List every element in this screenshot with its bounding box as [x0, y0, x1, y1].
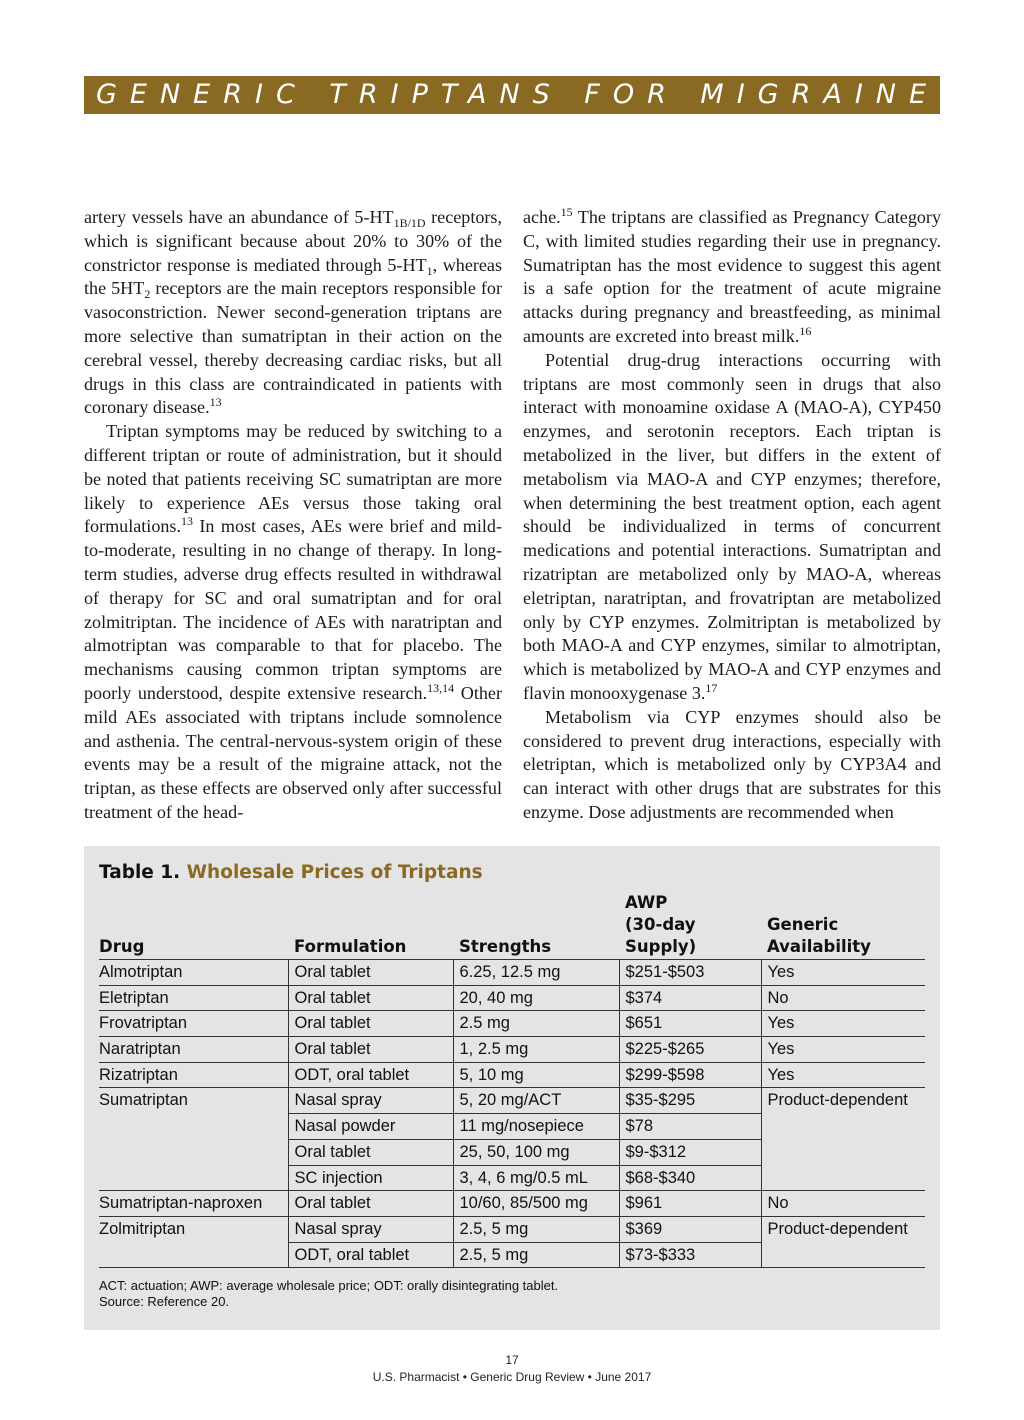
page-number: 17 [505, 1353, 519, 1367]
header-line: Generic [767, 915, 839, 934]
cell-drug: Almotriptan [99, 960, 288, 986]
cell-awp: $299-$598 [619, 1062, 761, 1088]
cell-formulation: Oral tablet [288, 1011, 453, 1037]
cell-generic: Yes [761, 960, 925, 986]
header-strengths: Strengths [453, 892, 619, 960]
header-line: (30-day [625, 915, 696, 934]
table-row [99, 1139, 925, 1165]
cell-awp: $68-$340 [619, 1165, 761, 1191]
left-column [84, 206, 502, 825]
table-label: Table 1. [99, 862, 181, 883]
cell-awp: $35-$295 [619, 1088, 761, 1114]
cell-formulation: Oral tablet [288, 960, 453, 986]
table-row [99, 1037, 925, 1063]
cell-generic: No [761, 985, 925, 1011]
header-drug: Drug [99, 892, 288, 960]
cell-strengths: 5, 20 mg/ACT [453, 1088, 619, 1114]
text-run: Triptan symptoms may be reduced by switching to a different triptan or route of administration, but it should be noted that patients receiving SC sumatriptan are more likely to experience AEs versus those taking oral formulations. [84, 421, 502, 537]
reference-superscript: 13,14 [427, 680, 455, 695]
cell-formulation: SC injection [288, 1165, 453, 1191]
cell-strengths: 1, 2.5 mg [453, 1037, 619, 1063]
text-run: In most cases, AEs were brief and mild-to-moderate, resulting in no change of therapy. In long-term studies, adverse drug effects resulted in withdrawal of therapy for SC and oral sumatriptan and for oral zolmitriptan. The incidence of AEs with naratriptan and almotriptan was comparable to that for placebo. The mechanisms causing common triptan symptoms are poorly understood, despite extensive research. [84, 516, 502, 703]
cell-strengths: 3, 4, 6 mg/0.5 mL [453, 1165, 619, 1191]
table-caption: Wholesale Prices of Triptans [186, 862, 483, 883]
cell-formulation: Oral tablet [288, 985, 453, 1011]
cell-awp: $374 [619, 985, 761, 1011]
table-title [99, 862, 483, 883]
cell-drug: Eletriptan [99, 985, 288, 1011]
cell-drug [99, 1139, 288, 1165]
cell-drug: Sumatriptan-naproxen [99, 1191, 288, 1217]
cell-generic: Product-dependent [761, 1216, 925, 1242]
text-run: , whereas the 5HT [84, 254, 502, 299]
cell-awp: $9-$312 [619, 1139, 761, 1165]
table-row [99, 960, 925, 986]
cell-generic: Yes [761, 1037, 925, 1063]
subscript: 1B/1D [393, 216, 426, 230]
prices-table [99, 892, 925, 1268]
right-paragraph-2 [523, 349, 941, 706]
header-line: AWP [625, 893, 668, 912]
cell-strengths: 20, 40 mg [453, 985, 619, 1011]
reference-superscript: 17 [705, 680, 718, 695]
cell-generic [761, 1139, 925, 1165]
cell-drug [99, 1114, 288, 1140]
header-formulation: Formulation [288, 892, 453, 960]
section-banner: GENERIC TRIPTANS FOR MIGRAINE [84, 76, 940, 114]
cell-strengths: 2.5 mg [453, 1011, 619, 1037]
text-run: artery vessels have an abundance of 5-HT [84, 207, 394, 227]
cell-formulation: Nasal spray [288, 1088, 453, 1114]
cell-awp: $961 [619, 1191, 761, 1217]
right-paragraph-1 [523, 206, 941, 349]
table-row [99, 1165, 925, 1191]
text-run: Metabolism via CYP enzymes should also be considered to prevent drug interactions, especially with eletriptan, which is metabolized only by CYP3A4 and can interact with other drugs that are substrates for this enzyme. Dose adjustments are recommended when [523, 706, 941, 822]
text-run: Potential drug-drug interactions occurring with triptans are most commonly seen in drugs that also interact with monoamine oxidase A (MAO-A), CYP450 enzymes, and serotonin receptors. Each triptan is metabolized in the liver, but differs in the extent of metabolism via MAO-A and CYP enzymes; therefore, when determining the best treatment option, each agent should be individualized in terms of concurrent medications and potential interactions. Sumatriptan and rizatriptan are metabolized only by MAO-A, whereas eletriptan, naratriptan, and frovatriptan are metabolized only by CYP enzymes. Zolmitriptan is metabolized by both MAO-A and CYP enzymes, similar to almotriptan, which is metabolized by MAO-A and CYP enzymes and flavin monooxygenase 3. [523, 349, 941, 703]
cell-drug [99, 1242, 288, 1268]
text-run: Other mild AEs associated with triptans include somnolence and asthenia. The central-nervous-system origin of these events may be a result of the migraine attack, not the triptan, as these effects are observed only after successful treatment of the head- [84, 682, 502, 822]
reference-superscript: 16 [799, 323, 812, 338]
subscript: 1 [426, 263, 433, 278]
right-paragraph-3 [523, 706, 941, 825]
text-run: ache. [523, 207, 561, 227]
text-run: receptors, which is significant because about 20% to 30% of the constrictor response is mediated through 5-HT [84, 207, 502, 275]
cell-generic [761, 1242, 925, 1268]
table-row [99, 1191, 925, 1217]
reference-superscript: 13 [209, 395, 222, 410]
cell-generic: Yes [761, 1011, 925, 1037]
cell-strengths: 2.5, 5 mg [453, 1216, 619, 1242]
header-line: Availability [767, 937, 871, 956]
reference-superscript: 15 [560, 205, 573, 219]
cell-awp: $251-$503 [619, 960, 761, 986]
header-line: Supply) [625, 937, 697, 956]
cell-strengths: 25, 50, 100 mg [453, 1139, 619, 1165]
cell-awp: $73-$333 [619, 1242, 761, 1268]
cell-generic: Product-dependent [761, 1088, 925, 1114]
table-row [99, 1011, 925, 1037]
cell-strengths: 6.25, 12.5 mg [453, 960, 619, 986]
cell-formulation: Oral tablet [288, 1139, 453, 1165]
table-row [99, 1062, 925, 1088]
subscript: 2 [144, 287, 151, 302]
cell-awp: $225-$265 [619, 1037, 761, 1063]
table-row [99, 1216, 925, 1242]
cell-strengths: 2.5, 5 mg [453, 1242, 619, 1268]
cell-formulation: Nasal spray [288, 1216, 453, 1242]
left-paragraph-2 [84, 420, 502, 825]
cell-strengths: 5, 10 mg [453, 1062, 619, 1088]
cell-awp: $369 [619, 1216, 761, 1242]
cell-drug: Naratriptan [99, 1037, 288, 1063]
table-header-row [99, 892, 925, 960]
cell-generic: No [761, 1191, 925, 1217]
cell-generic: Yes [761, 1062, 925, 1088]
cell-generic [761, 1165, 925, 1191]
header-awp [619, 892, 761, 960]
cell-formulation: Nasal powder [288, 1114, 453, 1140]
cell-formulation: Oral tablet [288, 1191, 453, 1217]
cell-drug: Rizatriptan [99, 1062, 288, 1088]
text-run: The triptans are classified as Pregnancy Category C, with limited studies regarding their use in pregnancy. Sumatriptan has the most evidence to suggest this agent is a safe option for the treatment of acute migraine attacks during pregnancy and breastfeeding, as minimal amounts are excreted into breast milk. [523, 207, 941, 346]
left-paragraph-1 [84, 206, 502, 420]
cell-strengths: 11 mg/nosepiece [453, 1114, 619, 1140]
table-row [99, 1088, 925, 1114]
table-row [99, 1242, 925, 1268]
cell-formulation: Oral tablet [288, 1037, 453, 1063]
table-footnote [99, 1278, 558, 1310]
footnote-source: Source: Reference 20. [99, 1294, 230, 1309]
cell-generic [761, 1114, 925, 1140]
footnote-abbreviations: ACT: actuation; AWP: average wholesale price; ODT: orally disintegrating tablet. [99, 1278, 559, 1293]
cell-drug: Frovatriptan [99, 1011, 288, 1037]
cell-formulation: ODT, oral tablet [288, 1062, 453, 1088]
cell-strengths: 10/60, 85/500 mg [453, 1191, 619, 1217]
journal-footer: U.S. Pharmacist • Generic Drug Review • June 2017 [372, 1370, 652, 1384]
header-generic [761, 892, 925, 960]
cell-awp: $78 [619, 1114, 761, 1140]
cell-awp: $651 [619, 1011, 761, 1037]
text-run: receptors are the main receptors responsible for vasoconstriction. Newer second-generation triptans are more selective than sumatriptan in their action on the cerebral vessel, thereby decreasing cardiac risks, but all drugs in this class are contraindicated in patients with coronary disease. [84, 278, 503, 418]
cell-formulation: ODT, oral tablet [288, 1242, 453, 1268]
right-column [523, 206, 941, 825]
reference-superscript: 13 [181, 514, 193, 529]
cell-drug: Sumatriptan [99, 1091, 188, 1110]
cell-drug: Zolmitriptan [99, 1219, 186, 1238]
cell-drug [99, 1165, 288, 1191]
table-row [99, 985, 925, 1011]
table-row [99, 1114, 925, 1140]
table-panel [84, 846, 940, 1330]
